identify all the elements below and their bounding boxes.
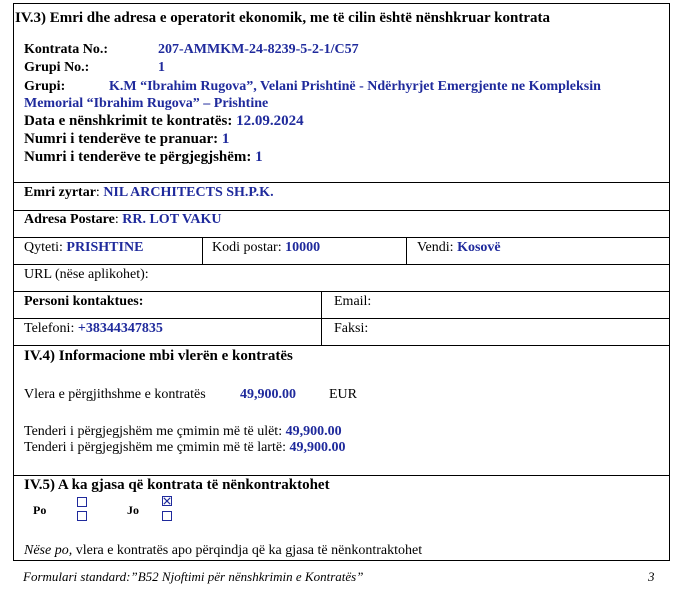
- note-italic: Nëse po,: [24, 543, 73, 558]
- divider: [14, 345, 669, 346]
- yes-checkbox[interactable]: [77, 497, 87, 507]
- divider: [14, 237, 669, 238]
- divider: [14, 182, 669, 183]
- lowest-value: 49,900.00: [285, 424, 342, 439]
- group-no-label: Grupi No.:: [24, 60, 90, 75]
- lowest-label: Tenderi i përgjegjshëm me çmimin më të ulët:: [24, 424, 283, 439]
- group-value-line2: Memorial “Ibrahim Rugova” – Prishtine: [24, 96, 269, 111]
- divider: [14, 264, 669, 265]
- yes-label: Po: [33, 503, 47, 517]
- section-iv3-heading: IV.3) Emri dhe adresa e operatorit ekonomik, me të cilin është nënshkruar kontrata: [15, 10, 550, 26]
- currency: EUR: [329, 387, 357, 402]
- postal-address-value: RR. LOT VAKU: [122, 212, 222, 227]
- group-value-line1: K.M “Ibrahim Rugova”, Velani Prishtinë - Ndërhyrjet Emergjente ne Kompleksin: [109, 79, 601, 94]
- tenders-responsive-label: Numri i tenderëve te përgjegjshëm:: [24, 149, 252, 165]
- postal-code-value: 10000: [285, 240, 321, 255]
- no-checkbox-alt[interactable]: [162, 511, 172, 521]
- highest-value: 49,900.00: [289, 440, 346, 455]
- phone-row: [24, 321, 163, 337]
- tenders-responsive-value: 1: [255, 149, 263, 165]
- footer-page-number: 3: [648, 569, 655, 584]
- divider: [14, 475, 669, 476]
- country-value: Kosovë: [457, 240, 501, 255]
- lowest-row: [24, 424, 342, 440]
- country-label: Vendi:: [417, 240, 454, 255]
- sign-date-row: [24, 113, 304, 129]
- yes-checkbox-alt[interactable]: [77, 511, 87, 521]
- tenders-received-value: 1: [221, 131, 230, 147]
- tenders-received-row: [24, 131, 229, 147]
- postal-code-label: Kodi postar:: [212, 240, 282, 255]
- city-label: Qyteti:: [24, 240, 63, 255]
- official-name-label: Emri zyrtar: [24, 185, 96, 200]
- contract-no-value: 207-AMMKM-24-8239-5-2-1/C57: [158, 42, 359, 57]
- contact-person-label: Personi kontaktues:: [24, 294, 144, 309]
- footer-form-name: Formulari standard:”B52 Njoftimi për nënshkrimin e Kontratës”: [23, 569, 364, 584]
- city-value: PRISHTINE: [66, 240, 144, 255]
- group-label: Grupi:: [24, 79, 66, 94]
- country-row: [417, 240, 501, 256]
- total-value-label: Vlera e përgjithshme e kontratës: [24, 387, 206, 402]
- sign-date-value: 12.09.2024: [236, 113, 304, 129]
- phone-value: +38344347835: [77, 321, 163, 336]
- divider: [14, 210, 669, 211]
- url-label: URL (nëse aplikohet):: [24, 267, 149, 282]
- official-name-value: NIL ARCHITECTS SH.P.K.: [103, 185, 274, 200]
- note-rest: vlera e kontratës apo përqindja që ka gjasa të nënkontraktohet: [75, 543, 423, 558]
- no-checkbox[interactable]: [162, 496, 172, 506]
- tenders-responsive-row: [24, 149, 263, 165]
- divider: [406, 237, 407, 264]
- official-name-row: Emri zyrtar: NIL ARCHITECTS SH.P.K.: [24, 185, 274, 200]
- divider: [202, 237, 203, 264]
- tenders-received-label: Numri i tenderëve te pranuar:: [24, 131, 219, 147]
- city-row: [24, 240, 143, 256]
- section-iv5-heading: IV.5) A ka gjasa që kontrata të nënkontraktohet: [24, 477, 330, 493]
- phone-label: Telefoni:: [24, 321, 75, 336]
- highest-row: [24, 440, 345, 456]
- postal-address-label: Adresa Postare: [24, 212, 115, 227]
- fax-label: Faksi:: [334, 321, 369, 336]
- total-value: 49,900.00: [240, 387, 296, 402]
- no-label: Jo: [127, 503, 139, 517]
- divider: [14, 318, 669, 319]
- contract-no-label: Kontrata No.:: [24, 42, 108, 57]
- postal-code-row: [212, 240, 320, 256]
- section-iv4-heading: IV.4) Informacione mbi vlerën e kontratës: [24, 348, 293, 364]
- subcontract-note: [24, 543, 422, 559]
- group-no-value: 1: [158, 60, 165, 75]
- postal-address-row: Adresa Postare: RR. LOT VAKU: [24, 212, 222, 227]
- checked-x-icon: [163, 497, 171, 505]
- email-label: Email:: [334, 294, 372, 309]
- divider: [321, 291, 322, 345]
- divider: [14, 291, 669, 292]
- sign-date-label: Data e nënshkrimit te kontratës:: [24, 113, 233, 129]
- highest-label: Tenderi i përgjegjshëm me çmimin më të lartë:: [24, 440, 286, 455]
